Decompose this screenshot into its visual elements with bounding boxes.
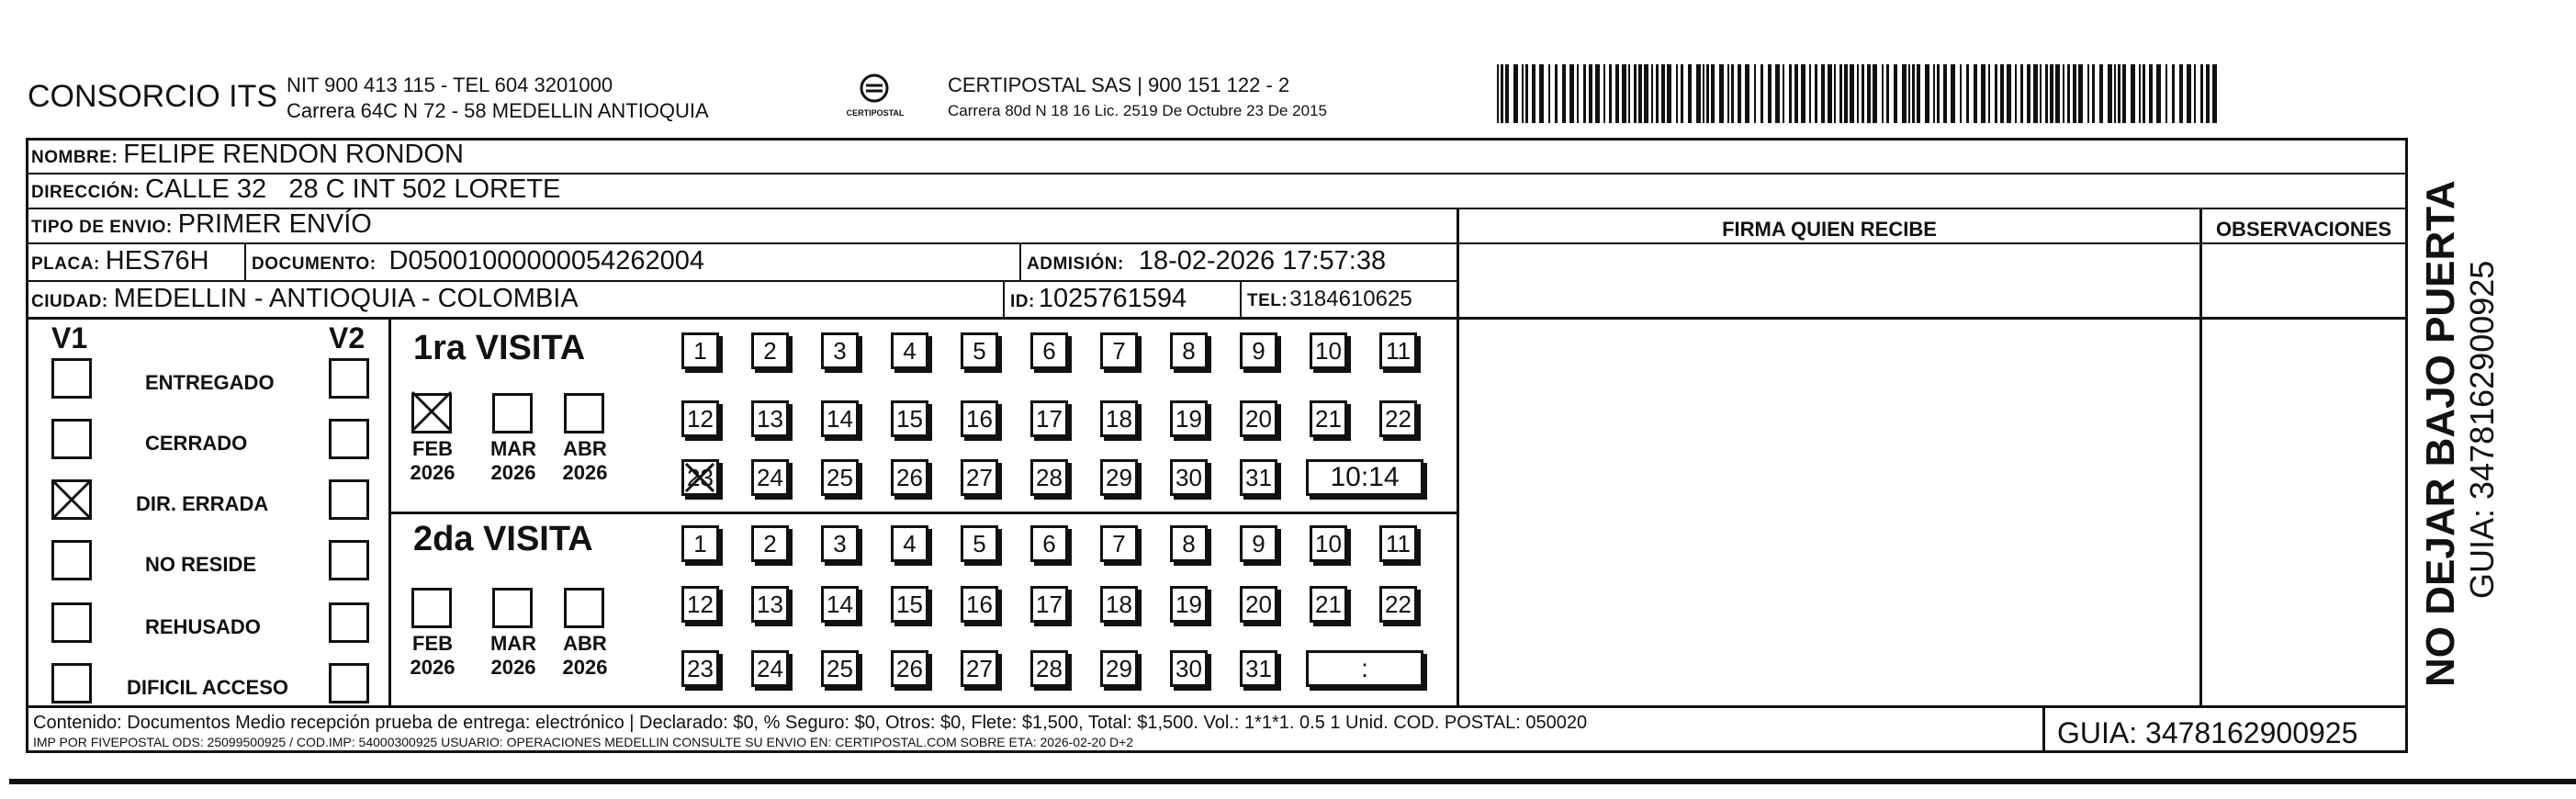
barcode-bar: [2179, 64, 2183, 123]
day-box[interactable]: 31: [1240, 650, 1277, 687]
barcode-bar: [2212, 64, 2217, 123]
day-box[interactable]: 19: [1170, 586, 1208, 623]
day-box[interactable]: 7: [1100, 525, 1138, 562]
barcode-bar: [2108, 64, 2112, 123]
footer-contenido: Contenido: Documentos Medio recepción prueba de entrega: electrónico | Declarado: $0, % Seguro: $0, Otros: $0, Flete: $1,500, Total: $1,500. Vol.: 1*1*1. 0.5 1 Unid. COD. POSTAL: 050020: [33, 713, 1588, 733]
day-box[interactable]: 11: [1379, 332, 1417, 369]
barcode-bar: [2050, 64, 2053, 123]
barcode-bar: [1850, 64, 1854, 123]
barcode-bar: [1902, 64, 1907, 123]
barcode-bar: [2165, 64, 2167, 123]
day-check-mark-icon: [683, 461, 716, 494]
barcode-bar: [1719, 64, 1724, 123]
v2-checkbox[interactable]: [329, 358, 369, 399]
postal-line2: Carrera 80d N 18 16 Lic. 2519 De Octubre 23 De 2015: [948, 102, 1327, 119]
side-guia: GUIA: 3478162900925: [2463, 260, 2501, 599]
day-box[interactable]: 26: [891, 459, 928, 496]
barcode-bar: [1995, 64, 1997, 123]
barcode-bar: [1589, 64, 1592, 123]
day-box[interactable]: 6: [1030, 525, 1068, 562]
barcode-bar: [1933, 64, 1935, 123]
barcode-bar: [2027, 64, 2030, 123]
v2-checkbox[interactable]: [329, 419, 369, 459]
v1-checkbox[interactable]: [51, 540, 92, 580]
barcode-bar: [1873, 64, 1877, 123]
barcode-bar: [1562, 64, 1566, 123]
month-label: ABR 2026: [562, 437, 608, 484]
barcode-bar: [1839, 64, 1842, 123]
barcode-bar: [2156, 64, 2161, 123]
day-box[interactable]: 25: [821, 650, 859, 687]
barcode-bar: [2055, 64, 2060, 123]
barcode-bar: [2114, 64, 2116, 123]
day-box[interactable]: 3: [821, 332, 859, 369]
barcode-bar: [1501, 64, 1503, 123]
tipo-envio-label: TIPO DE ENVIO:: [31, 218, 173, 237]
day-box[interactable]: 12: [681, 586, 719, 623]
postal-line1: CERTIPOSTAL SAS | 900 151 122 - 2: [948, 73, 1290, 96]
barcode-bar: [2078, 64, 2083, 123]
ciudad-label: CIUDAD:: [31, 292, 108, 311]
barcode-bar: [1711, 64, 1715, 123]
barcode-bar: [2015, 64, 2017, 123]
barcode-bar: [1943, 64, 1947, 123]
barcode-bar: [2092, 64, 2095, 123]
month-label: FEB 2026: [410, 437, 456, 484]
day-box[interactable]: 29: [1100, 459, 1138, 496]
day-box[interactable]: 30: [1170, 459, 1208, 496]
documento-value: D05001000000054262004: [388, 246, 705, 276]
barcode-bar: [1951, 64, 1955, 123]
day-box[interactable]: 30: [1170, 650, 1208, 687]
footer-guia: GUIA: 3478162900925: [2057, 716, 2358, 749]
barcode-bar: [1539, 64, 1544, 123]
day-box[interactable]: 13: [751, 400, 789, 437]
barcode-bar: [2206, 64, 2210, 123]
barcode-bar: [1862, 64, 1864, 123]
barcode-bar: [1738, 64, 1741, 123]
v1-checkbox[interactable]: [51, 358, 92, 399]
barcode-bar: [1651, 64, 1653, 123]
barcode-bar: [1615, 64, 1619, 123]
day-box[interactable]: 23: [681, 459, 719, 496]
company-name: CONSORCIO ITS: [28, 79, 278, 114]
day-box[interactable]: 16: [961, 400, 998, 437]
day-box[interactable]: 28: [1030, 650, 1068, 687]
status-label: DIFICIL ACCESO: [127, 676, 289, 699]
day-box[interactable]: 21: [1310, 400, 1347, 437]
barcode-bar: [2118, 64, 2120, 123]
documento-label: DOCUMENTO:: [252, 254, 377, 274]
nombre-label: NOMBRE:: [31, 148, 118, 167]
day-box[interactable]: 25: [821, 459, 859, 496]
barcode-bar: [1844, 64, 1848, 123]
time-box[interactable]: 10:14: [1306, 459, 1423, 496]
day-box[interactable]: 27: [961, 650, 998, 687]
direccion-label: DIRECCIÓN:: [31, 183, 140, 202]
barcode-bar: [1981, 64, 1985, 123]
visit2-title: 2da VISITA: [413, 520, 593, 558]
month-label: ABR 2026: [562, 632, 608, 679]
barcode-bar: [2187, 64, 2191, 123]
day-box[interactable]: 24: [751, 459, 789, 496]
day-box[interactable]: 29: [1100, 650, 1138, 687]
day-box[interactable]: 1: [681, 525, 719, 562]
barcode-bar: [1908, 64, 1910, 123]
barcode-bar: [1706, 64, 1709, 123]
v1-checkbox[interactable]: [51, 419, 92, 459]
tel-value: 3184610625: [1289, 287, 1412, 311]
barcode-bar: [2067, 64, 2070, 123]
month-label: MAR 2026: [489, 632, 537, 679]
barcode-bar: [1555, 64, 1558, 123]
month-checkbox[interactable]: [492, 393, 533, 433]
placa-label: PLACA:: [31, 254, 100, 274]
barcode-bar: [1681, 64, 1683, 123]
month-label: FEB 2026: [410, 632, 456, 679]
day-box[interactable]: 22: [1379, 400, 1417, 437]
day-box[interactable]: 15: [891, 400, 928, 437]
barcode-bar: [1789, 64, 1792, 123]
barcode-bar: [1912, 64, 1915, 123]
day-box[interactable]: 19: [1170, 400, 1208, 437]
day-box[interactable]: 12: [681, 400, 719, 437]
barcode-bar: [2020, 64, 2023, 123]
barcode-bar: [2087, 64, 2089, 123]
day-box[interactable]: 9: [1240, 332, 1277, 369]
day-box[interactable]: 16: [961, 586, 998, 623]
barcode-bar: [1857, 64, 1859, 123]
barcode-bar: [1703, 64, 1704, 123]
barcode-bar: [2131, 64, 2135, 123]
day-box[interactable]: 4: [891, 525, 928, 562]
barcode-bar: [2143, 64, 2145, 123]
visit1-title: 1ra VISITA: [413, 329, 586, 367]
barcode-bar: [1603, 64, 1605, 123]
barcode-bar: [2045, 64, 2048, 123]
barcode-bar: [2033, 64, 2038, 123]
company-nit: NIT 900 413 115 - TEL 604 3201000: [287, 73, 613, 96]
day-box[interactable]: 13: [751, 586, 789, 623]
barcode-bar: [1661, 64, 1665, 123]
day-box[interactable]: 4: [891, 332, 928, 369]
barcode-bar: [1815, 64, 1817, 123]
barcode-bar: [1577, 64, 1579, 123]
v2-checkbox[interactable]: [329, 540, 369, 580]
day-box[interactable]: 27: [961, 459, 998, 496]
barcode-bar: [2000, 64, 2004, 123]
barcode-bar: [1768, 64, 1772, 123]
day-box[interactable]: 1: [681, 332, 719, 369]
barcode-bar: [1960, 64, 1962, 123]
ciudad-value: MEDELLIN - ANTIOQUIA - COLOMBIA: [113, 284, 579, 313]
status-label: CERRADO: [145, 432, 248, 455]
day-box[interactable]: 5: [961, 332, 998, 369]
status-label: ENTREGADO: [145, 371, 275, 394]
admision-value: 18-02-2026 17:57:38: [1138, 246, 1387, 276]
barcode-bar: [1638, 64, 1642, 123]
barcode-bar: [1974, 64, 1977, 123]
day-box[interactable]: 31: [1240, 459, 1277, 496]
direccion-value: CALLE 32 28 C INT 502 LORETE: [144, 174, 561, 204]
day-box[interactable]: 11: [1379, 525, 1417, 562]
barcode-bar: [1882, 64, 1884, 123]
day-box[interactable]: 9: [1240, 525, 1277, 562]
barcode-bar: [2063, 64, 2064, 123]
v1-checkbox[interactable]: [51, 602, 92, 643]
barcode-bar: [1622, 64, 1626, 123]
barcode-bar: [1497, 64, 1499, 123]
barcode-bar: [1775, 64, 1780, 123]
barcode-bar: [1727, 64, 1729, 123]
company-address: Carrera 64C N 72 - 58 MEDELLIN ANTIOQUIA: [287, 99, 709, 122]
barcode-bar: [1834, 64, 1836, 123]
day-box[interactable]: 17: [1030, 586, 1068, 623]
certipostal-logo-icon: [856, 72, 893, 105]
day-box[interactable]: 8: [1170, 332, 1208, 369]
firma-header: FIRMA QUIEN RECIBE: [1722, 218, 1937, 241]
barcode-bar: [1548, 64, 1550, 123]
id-value: 1025761594: [1038, 284, 1187, 313]
barcode-bar: [1595, 64, 1600, 123]
barcode-bar: [1937, 64, 1940, 123]
v1-checkbox[interactable]: [51, 663, 92, 703]
barcode-bar: [1609, 64, 1612, 123]
barcode-bar: [1667, 64, 1671, 123]
day-box[interactable]: 22: [1379, 586, 1417, 623]
v2-checkbox[interactable]: [329, 602, 369, 643]
day-box[interactable]: 28: [1030, 459, 1068, 496]
barcode-bar: [2040, 64, 2042, 123]
barcode: [1497, 64, 2222, 123]
day-box[interactable]: 10: [1310, 525, 1347, 562]
day-box[interactable]: 18: [1100, 586, 1138, 623]
month-checkbox[interactable]: [564, 588, 604, 628]
v1-check-mark-icon: [51, 479, 92, 520]
barcode-bar: [1783, 64, 1784, 123]
month-label: MAR 2026: [489, 437, 537, 484]
barcode-bar: [2149, 64, 2153, 123]
day-box[interactable]: 20: [1240, 586, 1277, 623]
barcode-bar: [1656, 64, 1659, 123]
day-box[interactable]: 20: [1240, 400, 1277, 437]
barcode-bar: [1522, 64, 1524, 123]
day-box[interactable]: 21: [1310, 586, 1347, 623]
day-box[interactable]: 2: [751, 525, 789, 562]
barcode-bar: [1894, 64, 1897, 123]
barcode-bar: [1821, 64, 1825, 123]
barcode-bar: [1917, 64, 1920, 123]
day-box[interactable]: 24: [751, 650, 789, 687]
barcode-bar: [1801, 64, 1805, 123]
barcode-bar: [2172, 64, 2175, 123]
day-box[interactable]: 15: [891, 586, 928, 623]
time-box[interactable]: :: [1306, 650, 1423, 687]
day-box[interactable]: 3: [821, 525, 859, 562]
tel-label: TEL:: [1247, 291, 1288, 310]
v2-label: V2: [329, 321, 366, 354]
barcode-bar: [1676, 64, 1678, 123]
month-checkbox[interactable]: [411, 588, 452, 628]
admision-label: ADMISIÓN:: [1027, 254, 1124, 274]
footer-imp: IMP POR FIVEPOSTAL ODS: 25099500925 / COD.IMP: 54000300925 USUARIO: OPERACIONES MEDELLIN CONSULTE SU ENVIO EN: CERTIPOSTAL.COM SOBRE ETA: 2026-02-20 D+2: [33, 735, 1134, 749]
barcode-bar: [1828, 64, 1832, 123]
barcode-bar: [1925, 64, 1929, 123]
barcode-bar: [2139, 64, 2141, 123]
day-box[interactable]: 23: [681, 650, 719, 687]
barcode-bar: [1688, 64, 1692, 123]
v2-checkbox[interactable]: [329, 663, 369, 703]
day-box[interactable]: 10: [1310, 332, 1347, 369]
barcode-bar: [1505, 64, 1509, 123]
barcode-bar: [2073, 64, 2076, 123]
barcode-bar: [1731, 64, 1734, 123]
side-warning: NO DEJAR BAJO PUERTA: [2418, 180, 2463, 687]
day-box[interactable]: 14: [821, 586, 859, 623]
v2-checkbox[interactable]: [329, 479, 369, 520]
barcode-bar: [2099, 64, 2103, 123]
barcode-bar: [1634, 64, 1637, 123]
month-checkbox[interactable]: [492, 588, 533, 628]
id-label: ID:: [1010, 292, 1035, 311]
day-box[interactable]: 17: [1030, 400, 1068, 437]
barcode-bar: [2194, 64, 2196, 123]
barcode-bar: [1569, 64, 1574, 123]
tipo-envio-value: PRIMER ENVÍO: [177, 209, 372, 239]
placa-value: HES76H: [105, 246, 209, 276]
day-box[interactable]: 14: [821, 400, 859, 437]
barcode-bar: [1966, 64, 1969, 123]
barcode-bar: [1513, 64, 1518, 123]
barcode-bar: [1745, 64, 1749, 123]
barcode-bar: [1867, 64, 1871, 123]
barcode-bar: [2200, 64, 2203, 123]
day-box[interactable]: 7: [1100, 332, 1138, 369]
month-check-mark-icon: [410, 389, 454, 433]
certipostal-logo-text: CERTIPOSTAL: [846, 108, 905, 118]
day-box[interactable]: 26: [891, 650, 928, 687]
barcode-bar: [1754, 64, 1756, 123]
barcode-bar: [1809, 64, 1811, 123]
barcode-bar: [1644, 64, 1648, 123]
barcode-bar: [1988, 64, 1990, 123]
barcode-bar: [1794, 64, 1798, 123]
day-box[interactable]: 8: [1170, 525, 1208, 562]
barcode-bar: [1628, 64, 1630, 123]
status-label: DIR. ERRADA: [136, 492, 269, 515]
barcode-bar: [1696, 64, 1701, 123]
barcode-bar: [1583, 64, 1586, 123]
barcode-bar: [2007, 64, 2011, 123]
day-box[interactable]: 18: [1100, 400, 1138, 437]
v1-label: V1: [51, 321, 88, 354]
nombre-value: FELIPE RENDON RONDON: [123, 140, 464, 169]
day-box[interactable]: 5: [961, 525, 998, 562]
barcode-bar: [1532, 64, 1535, 123]
day-box[interactable]: 2: [751, 332, 789, 369]
observaciones-header: OBSERVACIONES: [2215, 218, 2392, 241]
barcode-bar: [1760, 64, 1763, 123]
month-checkbox[interactable]: [564, 393, 604, 433]
barcode-bar: [2122, 64, 2126, 123]
status-label: REHUSADO: [145, 615, 261, 638]
day-box[interactable]: 6: [1030, 332, 1068, 369]
status-label: NO RESIDE: [145, 553, 257, 576]
barcode-bar: [1525, 64, 1528, 123]
barcode-bar: [1886, 64, 1889, 123]
